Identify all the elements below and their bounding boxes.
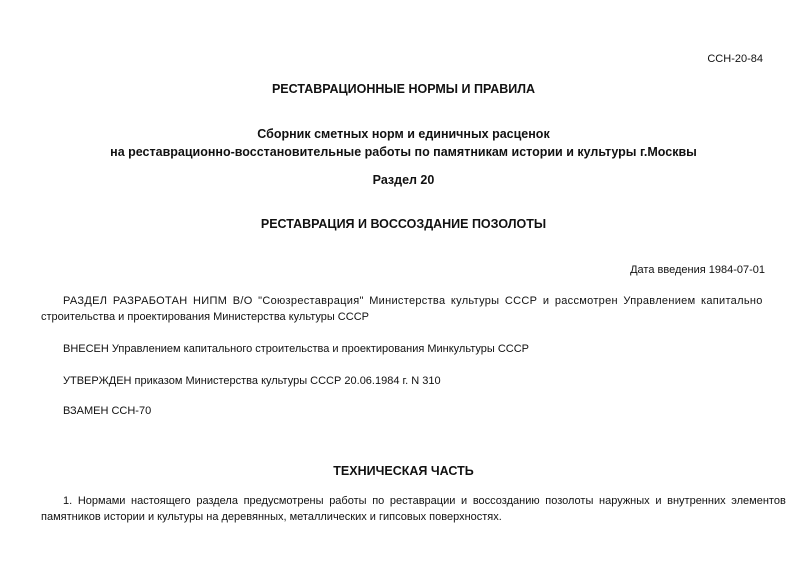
- approved-by-paragraph: УТВЕРЖДЕН приказом Министерства культуры СССР 20.06.1984 г. N 310: [63, 375, 441, 387]
- introduced-by-paragraph: ВНЕСЕН Управлением капитального строительства и проектирования Минкультуры СССР: [63, 343, 530, 355]
- intro-date: Дата введения 1984-07-01: [630, 264, 765, 276]
- technical-item-1-line-1: 1. Нормами настоящего раздела предусмотрены работы по реставрации и воссозданию позолоты наружных и внутренних элементов: [63, 495, 786, 507]
- technical-item-1: [41, 493, 786, 525]
- technical-item-1-line-2: памятников истории и культуры на деревянных, металлических и гипсовых поверхностях.: [41, 511, 502, 523]
- subtitle-line-2: на реставрационно-восстановительные работы по памятникам истории и культуры г.Москвы: [110, 145, 697, 159]
- subtitle-line-1: Сборник сметных норм и единичных расценок: [257, 127, 550, 141]
- replaces-paragraph: ВЗАМЕН ССН-70: [63, 405, 152, 417]
- section-number: Раздел 20: [372, 173, 435, 187]
- document-code: ССН-20-84: [707, 53, 763, 65]
- technical-part-heading: ТЕХНИЧЕСКАЯ ЧАСТЬ: [333, 464, 474, 478]
- developed-by-paragraph: [41, 293, 771, 325]
- developed-by-line-1: РАЗДЕЛ РАЗРАБОТАН НИПМ В/О "Союзреставрация" Министерства культуры СССР и рассмотрен Управлением капитально: [63, 295, 763, 307]
- section-title: РЕСТАВРАЦИЯ И ВОССОЗДАНИЕ ПОЗОЛОТЫ: [260, 217, 547, 231]
- developed-by-line-2: строительства и проектирования Министерства культуры СССР: [41, 311, 369, 323]
- main-title: РЕСТАВРАЦИОННЫЕ НОРМЫ И ПРАВИЛА: [271, 82, 536, 96]
